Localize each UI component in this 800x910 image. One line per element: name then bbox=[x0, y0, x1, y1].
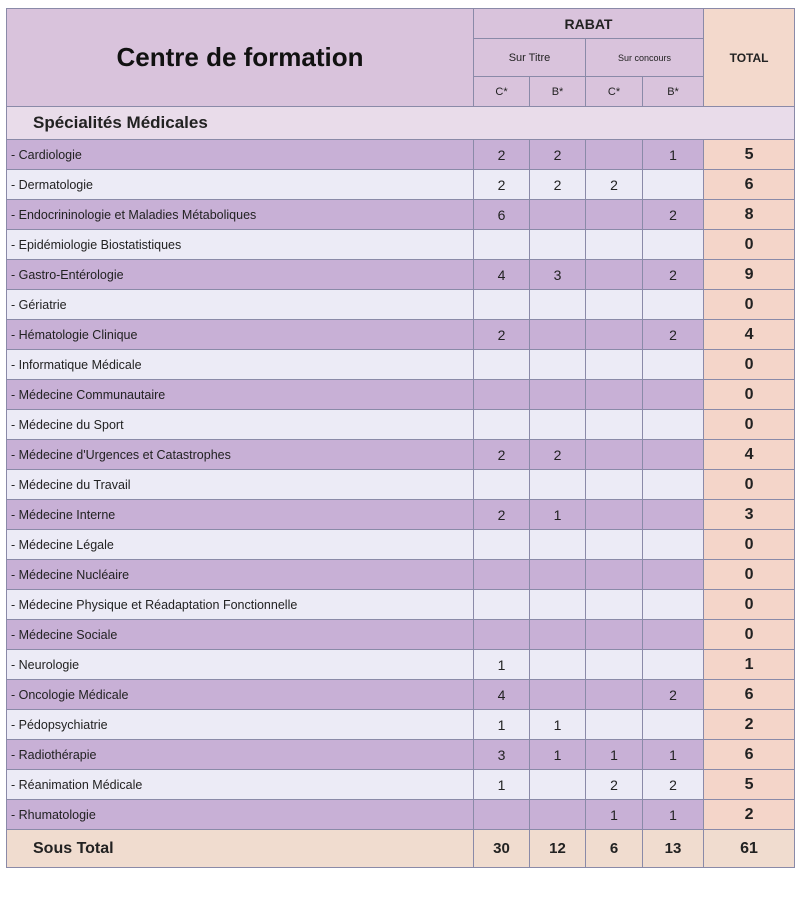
specialty-name: - Rhumatologie bbox=[7, 800, 474, 830]
table-row bbox=[7, 470, 795, 500]
sur-concours-b-value bbox=[643, 290, 704, 320]
sur-concours-c-value bbox=[586, 680, 643, 710]
subtotal-total: 61 bbox=[704, 830, 795, 868]
row-total-value: 5 bbox=[704, 770, 795, 800]
specialty-name: - Médecine Interne bbox=[7, 500, 474, 530]
row-total-value: 9 bbox=[704, 260, 795, 290]
sur-titre-b-value: 3 bbox=[530, 260, 586, 290]
sur-titre-c-value: 1 bbox=[474, 650, 530, 680]
sur-concours-c-value: 1 bbox=[586, 800, 643, 830]
specialty-name: - Médecine du Sport bbox=[7, 410, 474, 440]
formation-table bbox=[6, 8, 795, 868]
table-row bbox=[7, 380, 795, 410]
row-total-value: 0 bbox=[704, 590, 795, 620]
subtotal-sur-concours-b: 13 bbox=[643, 830, 704, 868]
sur-titre-b-value bbox=[530, 530, 586, 560]
specialty-name: - Médecine Sociale bbox=[7, 620, 474, 650]
sur-concours-b-value bbox=[643, 380, 704, 410]
sur-concours-c-value bbox=[586, 410, 643, 440]
sur-titre-c-value: 4 bbox=[474, 260, 530, 290]
table-row bbox=[7, 560, 795, 590]
subtotal-row bbox=[7, 830, 795, 868]
table-row bbox=[7, 680, 795, 710]
sur-concours-c-value bbox=[586, 350, 643, 380]
sur-concours-b-value bbox=[643, 170, 704, 200]
row-total-value: 0 bbox=[704, 530, 795, 560]
sur-concours-b-value: 1 bbox=[643, 140, 704, 170]
sur-titre-header: Sur Titre bbox=[474, 39, 586, 77]
sur-concours-b-value: 1 bbox=[643, 800, 704, 830]
c-header-titre: C* bbox=[474, 77, 530, 107]
row-total-value: 6 bbox=[704, 170, 795, 200]
table-row bbox=[7, 800, 795, 830]
specialty-name: - Médecine d'Urgences et Catastrophes bbox=[7, 440, 474, 470]
b-header-concours: B* bbox=[643, 77, 704, 107]
table-row bbox=[7, 650, 795, 680]
table-title: Centre de formation bbox=[7, 9, 474, 107]
row-total-value: 2 bbox=[704, 800, 795, 830]
table-row bbox=[7, 770, 795, 800]
sur-concours-b-value bbox=[643, 440, 704, 470]
sur-concours-b-value: 2 bbox=[643, 200, 704, 230]
sur-concours-b-value bbox=[643, 650, 704, 680]
sur-titre-c-value bbox=[474, 560, 530, 590]
sur-concours-c-value bbox=[586, 470, 643, 500]
sur-concours-b-value bbox=[643, 530, 704, 560]
sur-concours-c-value bbox=[586, 650, 643, 680]
sur-concours-b-value bbox=[643, 230, 704, 260]
row-total-value: 8 bbox=[704, 200, 795, 230]
specialty-name: - Médecine Communautaire bbox=[7, 380, 474, 410]
sur-concours-c-value bbox=[586, 200, 643, 230]
table-row bbox=[7, 320, 795, 350]
sur-titre-b-value bbox=[530, 470, 586, 500]
row-total-value: 2 bbox=[704, 710, 795, 740]
sur-concours-c-value bbox=[586, 230, 643, 260]
sur-concours-c-value bbox=[586, 290, 643, 320]
sur-concours-c-value bbox=[586, 530, 643, 560]
sur-concours-header: Sur concours bbox=[586, 39, 704, 77]
sur-titre-c-value bbox=[474, 290, 530, 320]
sur-titre-b-value bbox=[530, 320, 586, 350]
sur-concours-b-value: 2 bbox=[643, 320, 704, 350]
specialty-name: - Médecine du Travail bbox=[7, 470, 474, 500]
specialty-name: - Réanimation Médicale bbox=[7, 770, 474, 800]
sur-titre-c-value: 2 bbox=[474, 500, 530, 530]
sur-concours-b-value: 2 bbox=[643, 770, 704, 800]
sur-titre-b-value: 2 bbox=[530, 170, 586, 200]
sur-titre-b-value: 1 bbox=[530, 500, 586, 530]
sur-titre-c-value: 1 bbox=[474, 710, 530, 740]
subtotal-sur-titre-b: 12 bbox=[530, 830, 586, 868]
specialty-name: - Epidémiologie Biostatistiques bbox=[7, 230, 474, 260]
sur-titre-b-value bbox=[530, 590, 586, 620]
table-row bbox=[7, 230, 795, 260]
sur-titre-b-value bbox=[530, 350, 586, 380]
sur-concours-c-value bbox=[586, 260, 643, 290]
sur-concours-c-value: 2 bbox=[586, 170, 643, 200]
table-row bbox=[7, 170, 795, 200]
sur-titre-c-value bbox=[474, 470, 530, 500]
row-total-value: 4 bbox=[704, 440, 795, 470]
specialty-name: - Neurologie bbox=[7, 650, 474, 680]
sur-concours-c-value bbox=[586, 500, 643, 530]
specialty-name: - Oncologie Médicale bbox=[7, 680, 474, 710]
sur-titre-b-value bbox=[530, 230, 586, 260]
sur-titre-c-value bbox=[474, 410, 530, 440]
sur-titre-b-value bbox=[530, 800, 586, 830]
table-row bbox=[7, 440, 795, 470]
formation-table-container bbox=[6, 8, 794, 868]
specialty-name: - Endocrininologie et Maladies Métaboliques bbox=[7, 200, 474, 230]
sur-concours-b-value bbox=[643, 590, 704, 620]
sur-concours-c-value bbox=[586, 560, 643, 590]
table-row bbox=[7, 410, 795, 440]
sur-concours-c-value bbox=[586, 140, 643, 170]
specialty-name: - Médecine Nucléaire bbox=[7, 560, 474, 590]
row-total-value: 6 bbox=[704, 680, 795, 710]
sur-concours-c-value: 2 bbox=[586, 770, 643, 800]
row-total-value: 0 bbox=[704, 290, 795, 320]
table-row bbox=[7, 620, 795, 650]
sur-titre-c-value bbox=[474, 620, 530, 650]
row-total-value: 3 bbox=[704, 500, 795, 530]
sur-concours-b-value bbox=[643, 410, 704, 440]
b-header-titre: B* bbox=[530, 77, 586, 107]
table-row bbox=[7, 200, 795, 230]
sur-titre-c-value: 4 bbox=[474, 680, 530, 710]
row-total-value: 0 bbox=[704, 410, 795, 440]
sur-titre-c-value bbox=[474, 230, 530, 260]
specialty-name: - Gériatrie bbox=[7, 290, 474, 320]
table-row bbox=[7, 740, 795, 770]
sur-titre-b-value bbox=[530, 410, 586, 440]
specialty-name: - Médecine Physique et Réadaptation Fonctionnelle bbox=[7, 590, 474, 620]
sur-concours-b-value bbox=[643, 710, 704, 740]
sur-titre-b-value bbox=[530, 770, 586, 800]
sur-titre-b-value bbox=[530, 620, 586, 650]
sur-titre-c-value bbox=[474, 380, 530, 410]
sur-concours-c-value bbox=[586, 380, 643, 410]
table-row bbox=[7, 710, 795, 740]
sur-titre-b-value bbox=[530, 290, 586, 320]
sur-titre-b-value bbox=[530, 650, 586, 680]
c-header-concours: C* bbox=[586, 77, 643, 107]
sur-titre-b-value bbox=[530, 680, 586, 710]
sur-concours-b-value: 2 bbox=[643, 680, 704, 710]
table-row bbox=[7, 350, 795, 380]
subtotal-sur-concours-c: 6 bbox=[586, 830, 643, 868]
row-total-value: 5 bbox=[704, 140, 795, 170]
sur-titre-c-value: 3 bbox=[474, 740, 530, 770]
subtotal-sur-titre-c: 30 bbox=[474, 830, 530, 868]
subtotal-label: Sous Total bbox=[7, 830, 474, 868]
specialty-name: - Radiothérapie bbox=[7, 740, 474, 770]
table-row bbox=[7, 140, 795, 170]
row-total-value: 0 bbox=[704, 560, 795, 590]
sur-concours-b-value bbox=[643, 350, 704, 380]
sur-concours-b-value: 2 bbox=[643, 260, 704, 290]
sur-concours-c-value bbox=[586, 590, 643, 620]
sur-titre-b-value: 1 bbox=[530, 710, 586, 740]
specialty-name: - Informatique Médicale bbox=[7, 350, 474, 380]
table-row bbox=[7, 500, 795, 530]
specialty-name: - Cardiologie bbox=[7, 140, 474, 170]
sur-concours-c-value bbox=[586, 620, 643, 650]
specialty-name: - Pédopsychiatrie bbox=[7, 710, 474, 740]
specialty-name: - Dermatologie bbox=[7, 170, 474, 200]
sur-concours-c-value bbox=[586, 320, 643, 350]
row-total-value: 1 bbox=[704, 650, 795, 680]
table-row bbox=[7, 530, 795, 560]
sur-concours-b-value bbox=[643, 500, 704, 530]
sur-titre-b-value: 1 bbox=[530, 740, 586, 770]
table-row bbox=[7, 590, 795, 620]
sur-concours-b-value bbox=[643, 470, 704, 500]
row-total-value: 4 bbox=[704, 320, 795, 350]
city-header: RABAT bbox=[474, 9, 704, 39]
table-row bbox=[7, 260, 795, 290]
sur-titre-c-value: 2 bbox=[474, 170, 530, 200]
specialty-name: - Gastro-Entérologie bbox=[7, 260, 474, 290]
total-header: TOTAL bbox=[704, 9, 795, 107]
sur-concours-b-value: 1 bbox=[643, 740, 704, 770]
sur-titre-c-value: 2 bbox=[474, 140, 530, 170]
sur-titre-b-value bbox=[530, 200, 586, 230]
table-row bbox=[7, 290, 795, 320]
sur-titre-c-value: 6 bbox=[474, 200, 530, 230]
sur-concours-c-value: 1 bbox=[586, 740, 643, 770]
sur-titre-b-value bbox=[530, 560, 586, 590]
sur-titre-c-value: 1 bbox=[474, 770, 530, 800]
row-total-value: 6 bbox=[704, 740, 795, 770]
sur-concours-c-value bbox=[586, 710, 643, 740]
specialty-name: - Hématologie Clinique bbox=[7, 320, 474, 350]
sur-titre-c-value bbox=[474, 800, 530, 830]
sur-concours-c-value bbox=[586, 440, 643, 470]
sur-titre-c-value: 2 bbox=[474, 320, 530, 350]
specialty-name: - Médecine Légale bbox=[7, 530, 474, 560]
row-total-value: 0 bbox=[704, 350, 795, 380]
sur-titre-c-value: 2 bbox=[474, 440, 530, 470]
row-total-value: 0 bbox=[704, 230, 795, 260]
row-total-value: 0 bbox=[704, 620, 795, 650]
sur-titre-c-value bbox=[474, 530, 530, 560]
sur-titre-b-value bbox=[530, 380, 586, 410]
section-title: Spécialités Médicales bbox=[7, 107, 795, 140]
sur-titre-c-value bbox=[474, 590, 530, 620]
sur-concours-b-value bbox=[643, 560, 704, 590]
sur-titre-c-value bbox=[474, 350, 530, 380]
row-total-value: 0 bbox=[704, 380, 795, 410]
sur-concours-b-value bbox=[643, 620, 704, 650]
sur-titre-b-value: 2 bbox=[530, 140, 586, 170]
row-total-value: 0 bbox=[704, 470, 795, 500]
sur-titre-b-value: 2 bbox=[530, 440, 586, 470]
